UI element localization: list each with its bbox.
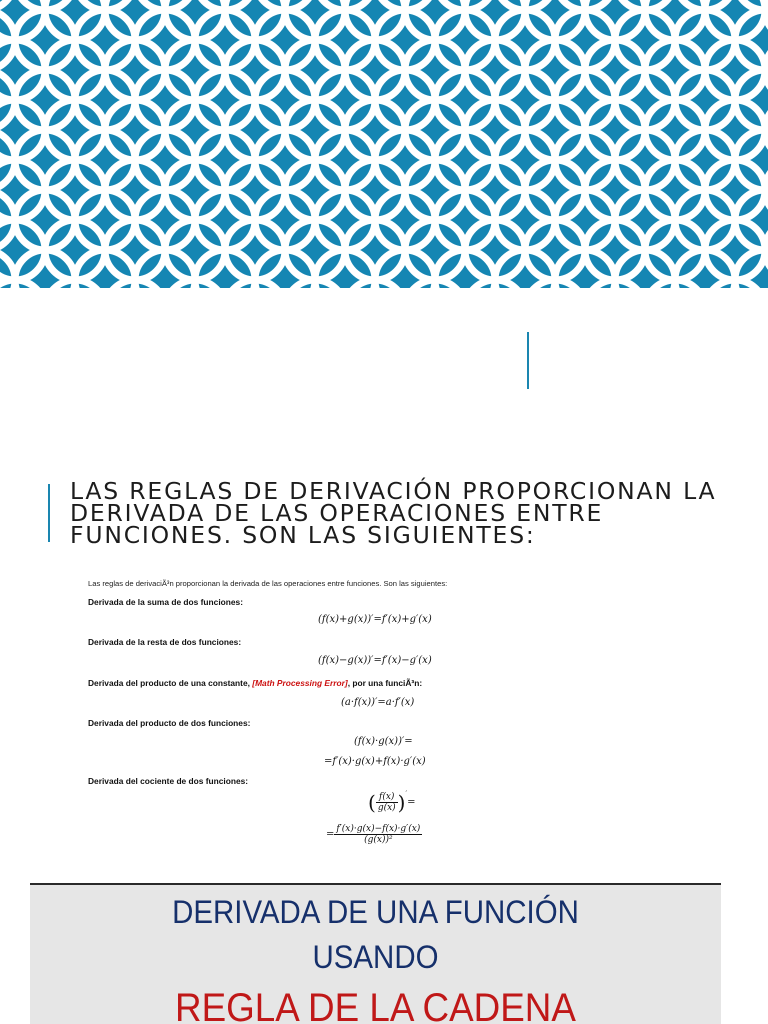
panel-title-line1: DERIVADA DE UNA FUNCIÓN bbox=[172, 894, 579, 930]
rule-sum-title: Derivada de la suma de dos funciones: bbox=[88, 597, 243, 607]
rule-difference-formula: (f(x)−g(x))′=f′(x)−g′(x) bbox=[318, 655, 432, 666]
rule-product-formula-line2: =f′(x)·g(x)+f(x)·g′(x) bbox=[324, 756, 426, 767]
slide-heading: LAS REGLAS DE DERIVACIÓN PROPORCIONAN LA DERIVADA DE LAS OPERACIONES ENTRE FUNCIONES. SON LAS SIGUIENTES: bbox=[70, 477, 717, 549]
panel-title-line2: USANDO bbox=[312, 939, 439, 975]
math-processing-error: [Math Processing Error] bbox=[252, 678, 348, 688]
rule-product-formula-line1: (f(x)·g(x))′= bbox=[354, 736, 413, 747]
panel-title-highlight: REGLA DE LA CADENA bbox=[175, 986, 576, 1024]
rule-constant-product-formula: (a·f(x))′=a·f′(x) bbox=[341, 697, 415, 708]
rule-quotient-formula-line1: ( $\frac{f(x)}{g(x)}$ )′= bbox=[368, 790, 416, 815]
rule-constant-product-title: Derivada del producto de una constante, [Math Processing Error], por una funciÃ³n: bbox=[88, 678, 423, 688]
heading-accent-line bbox=[48, 484, 50, 542]
rule-product-title: Derivada del producto de dos funciones: bbox=[88, 718, 251, 728]
chain-rule-title-panel bbox=[30, 885, 721, 1024]
decorative-banner bbox=[0, 0, 768, 288]
rule-sum-formula: (f(x)+g(x))′=f′(x)+g′(x) bbox=[318, 614, 432, 625]
rules-intro: Las reglas de derivaciÃ³n proporcionan la derivada de las operaciones entre funciones. Son las siguientes: bbox=[88, 579, 448, 588]
rule-quotient-title: Derivada del cociente de dos funciones: bbox=[88, 776, 249, 786]
derivation-rules-figure bbox=[88, 576, 528, 866]
accent-line bbox=[527, 332, 529, 389]
rule-difference-title: Derivada de la resta de dos funciones: bbox=[88, 637, 242, 647]
rule-quotient-formula-line2: = $\frac{f'(x)\cdot g(x)-f(x)\cdot g'(x)}{\text{(g(x))²}}$ bbox=[326, 824, 421, 845]
